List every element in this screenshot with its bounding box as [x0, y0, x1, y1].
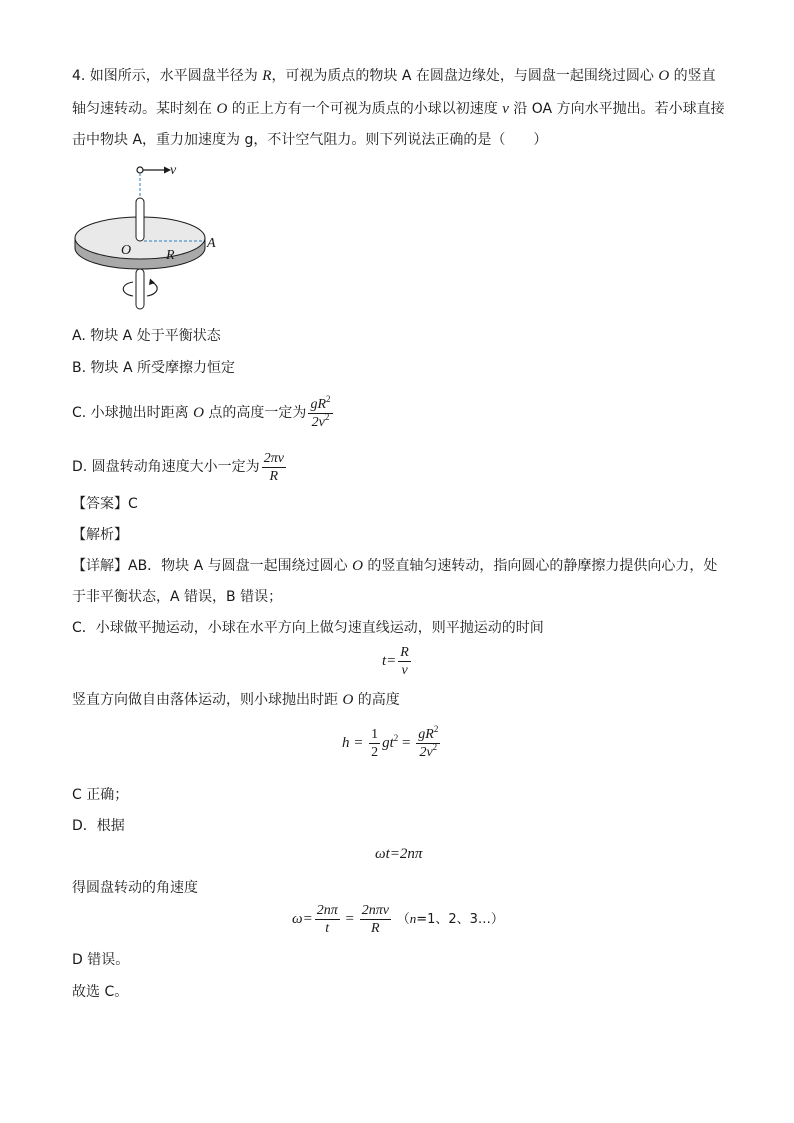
ball-icon [137, 167, 143, 173]
option-c-fraction: $\frac{gR^2}{2v^2}$ [310, 393, 331, 430]
detail-line-2: 于非平衡状态，A 错误，B 错误； [72, 589, 283, 605]
detail-line-5: C 正确； [72, 787, 129, 803]
answer-line [72, 494, 138, 514]
equation-height: h = $\frac{1}{2}$ $gt^2$ = $\frac{gR^2}{2v^2}$ [342, 724, 439, 760]
detail-line-9: 故选 C。 [72, 984, 129, 1000]
detail-line-8: D 错误。 [72, 952, 130, 968]
analysis-label: 【解析】 [72, 527, 128, 543]
label-v: v [170, 163, 177, 178]
option-c: C. 小球抛出时距离 O 点的高度一定为 $\frac{gR^2}{2v^2}$ [72, 393, 331, 430]
detail-line-3: C．小球做平抛运动，小球在水平方向上做匀速直线运动，则平抛运动的时间 [72, 620, 544, 636]
detail-line-1: 【详解】AB．物块 A 与圆盘一起围绕过圆心 O 的竖直轴匀速转动，指向圆心的静摩擦力提供向心力，处 [72, 558, 718, 574]
equation-omega: ω= $\frac{2n\pi}{t}$ = $\frac{\text{2nπv}}{R}$ （n=1、2、3…） [292, 903, 504, 936]
question-line-3: 击中物块 A，重力加速度为 g，不计空气阻力。则下列说法正确的是（ ） [72, 132, 548, 148]
axis-rod-lower [136, 269, 144, 309]
label-O: O [121, 243, 132, 258]
answer-label: 【答案】 [72, 496, 128, 512]
axis-rod-upper [136, 198, 144, 241]
turntable-figure [70, 158, 230, 316]
question-line-1: 4. 如图所示，水平圆盘半径为 R，可视为质点的物块 A 在圆盘边缘处，与圆盘一起围绕过圆心 O 的竖直 [72, 68, 716, 84]
question-line-2: 轴匀速转动。某时刻在 O 的正上方有一个可视为质点的小球以初速度 v 沿 OA 方向水平抛出。若小球直接 [72, 101, 725, 117]
answer-value: C [128, 496, 138, 512]
detail-line-6: D．根据 [72, 818, 125, 834]
equation-angle: ωt=2nπ [375, 846, 423, 862]
detail-line-4: 竖直方向做自由落体运动，则小球抛出时距 O 的高度 [72, 692, 400, 708]
label-R: R [166, 248, 175, 263]
equation-time: t= $\frac{R}{v}$ [382, 645, 409, 678]
option-a: A. 物块 A 处于平衡状态 [72, 328, 221, 344]
option-b: B. 物块 A 所受摩擦力恒定 [72, 360, 235, 376]
option-d-fraction: $\frac{2\pi v}{R}$ [263, 450, 284, 484]
detail-line-7: 得圆盘转动的角速度 [72, 880, 198, 896]
option-d: D. 圆盘转动角速度大小一定为 $\frac{2\pi v}{R}$ [72, 450, 284, 484]
label-A: A [207, 236, 216, 251]
